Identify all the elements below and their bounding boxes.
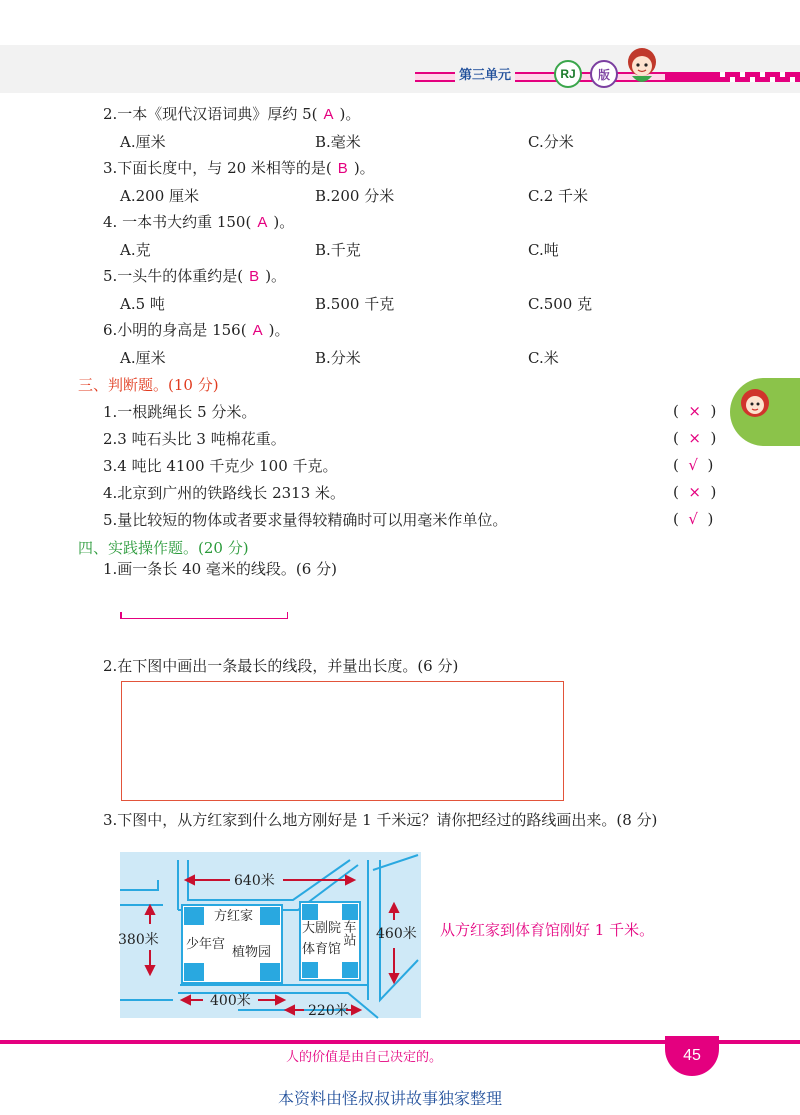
label-botanical-garden: 植物园 — [232, 945, 272, 960]
label-station: 车站 — [340, 920, 356, 946]
section-4-title: 四、实践操作题。(20 分) — [78, 539, 249, 557]
label-youth-palace: 少年宫 — [186, 937, 226, 952]
drawn-line-segment — [120, 610, 288, 619]
mc-close: )。 — [339, 105, 361, 123]
mc-close: )。 — [268, 321, 290, 339]
tf-answer-3: ( √ ) — [673, 456, 714, 474]
mc-option-c: C.米 — [528, 349, 559, 367]
rj-badge: RJ — [554, 60, 582, 88]
tf-answer-5: ( √ ) — [673, 510, 714, 528]
mc-option-b: B.200 分米 — [315, 187, 395, 205]
mc-option-a: A.5 吨 — [120, 295, 165, 313]
mc-option-b: B.500 千克 — [315, 295, 395, 313]
unit-title: 第三单元 — [455, 64, 515, 83]
mc-close: )。 — [353, 159, 375, 177]
label-stadium: 体育馆 — [302, 942, 342, 957]
mc-option-a: A.厘米 — [120, 349, 166, 367]
mc-answer: B — [249, 268, 260, 285]
tf-answer-4: ( × ) — [673, 483, 717, 501]
source-credit: 本资料由怪叔叔讲故事独家整理 — [278, 1089, 503, 1108]
label-fanghong-home: 方红家 — [214, 909, 254, 924]
mc-question-5 — [103, 266, 286, 287]
mc-option-a: A.200 厘米 — [120, 187, 199, 205]
tf-mark: × — [688, 483, 701, 501]
mc-close: )。 — [273, 213, 295, 231]
practice-question-3: 3.下图中，从方红家到什么地方刚好是 1 千米远？请你把经过的路线画出来。(8 分) — [103, 811, 658, 829]
mc-question-3 — [103, 158, 375, 179]
distance-top: 640米 — [234, 873, 275, 889]
mc-stem: 3.下面长度中，与 20 米相等的是( — [103, 159, 332, 177]
mc-question-6 — [103, 320, 289, 341]
footer-motto: 人的价值是由自己决定的。 — [286, 1050, 443, 1065]
mascot-icon — [618, 44, 666, 90]
mc-close: )。 — [265, 267, 287, 285]
mc-option-a: A.厘米 — [120, 133, 166, 151]
mc-option-b: B.毫米 — [315, 133, 361, 151]
distance-bottom-right: 220米 — [308, 1003, 349, 1019]
route-map — [118, 850, 423, 1020]
map-answer: 从方红家到体育馆刚好 1 千米。 — [440, 921, 655, 939]
tf-item-1: 1.一根跳绳长 5 分米。 — [103, 403, 257, 421]
mc-stem: 2.一本《现代汉语词典》厚约 5( — [103, 105, 318, 123]
section-3-title: 三、判断题。(10 分) — [78, 376, 219, 394]
edition-badge: 版 — [590, 60, 618, 88]
mc-option-a: A.克 — [120, 241, 151, 259]
tf-item-3: 3.4 吨比 4100 千克少 100 千克。 — [103, 457, 338, 475]
practice-question-1: 1.画一条长 40 毫米的线段。(6 分) — [103, 560, 337, 578]
tf-item-5: 5.量比较短的物体或者要求量得较精确时可以用毫米作单位。 — [103, 511, 508, 529]
mc-option-c: C.吨 — [528, 241, 559, 259]
mc-stem: 5.一头牛的体重约是( — [103, 267, 244, 285]
tf-answer-1: ( × ) — [673, 402, 717, 420]
mc-option-b: B.千克 — [315, 241, 361, 259]
mc-option-c: C.500 克 — [528, 295, 593, 313]
mc-option-c: C.分米 — [528, 133, 574, 151]
mc-option-b: B.分米 — [315, 349, 361, 367]
tf-answer-2: ( × ) — [673, 429, 717, 447]
mc-question-4 — [103, 212, 294, 233]
tf-mark: × — [688, 429, 701, 447]
drawing-rectangle — [121, 681, 564, 801]
mc-stem: 4. 一本书大约重 150( — [103, 213, 252, 231]
route-map-graphic — [118, 850, 423, 1020]
mc-answer: A — [252, 322, 263, 339]
distance-bottom-left: 400米 — [210, 993, 251, 1009]
distance-right: 460米 — [376, 926, 417, 942]
mc-question-2 — [103, 104, 360, 125]
mc-answer: A — [323, 106, 334, 123]
tf-mark: × — [688, 402, 701, 420]
tf-mark: √ — [688, 510, 698, 528]
tf-item-4: 4.北京到广州的铁路线长 2313 米。 — [103, 484, 346, 502]
mascot-face-icon — [738, 386, 772, 418]
mc-stem: 6.小明的身高是 156( — [103, 321, 247, 339]
tf-item-2: 2.3 吨石头比 3 吨棉花重。 — [103, 430, 286, 448]
mc-answer: B — [337, 160, 348, 177]
label-grand-theater: 大剧院 — [302, 921, 342, 936]
practice-question-2: 2.在下图中画出一条最长的线段，并量出长度。(6 分) — [103, 657, 459, 675]
mc-option-c: C.2 千米 — [528, 187, 589, 205]
tf-mark: √ — [688, 456, 698, 474]
mc-answer: A — [257, 214, 268, 231]
page-number: 45 — [665, 1036, 719, 1076]
distance-left: 380米 — [118, 932, 159, 948]
